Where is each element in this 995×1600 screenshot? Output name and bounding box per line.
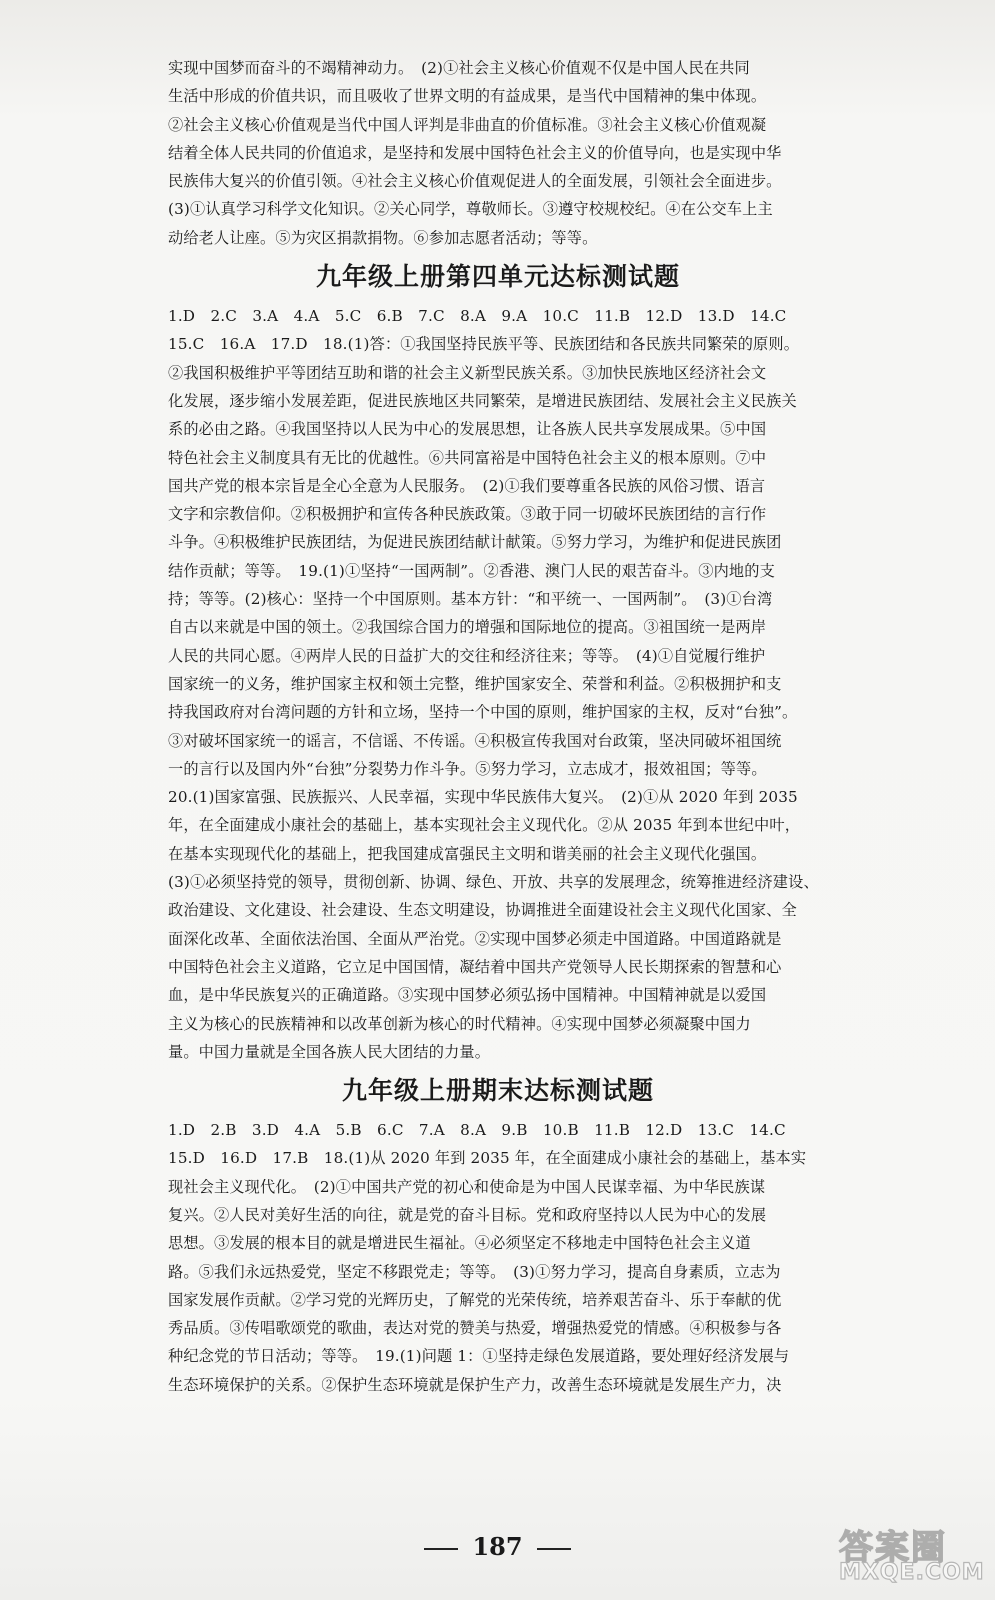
section-continued-answers: [168, 54, 828, 252]
answer-line: 自古以来就是中国的领土。②我国综合国力的增强和国际地位的提高。③祖国统一是两岸: [168, 618, 767, 637]
answer-line: 20.(1)国家富强、民族振兴、人民幸福，实现中华民族伟大复兴。 (2)①从 2020 年到 2035: [168, 788, 798, 807]
answer-line: 国共产党的根本宗旨是全心全意为人民服务。 (2)①我们要尊重各民族的风俗习惯、语言: [168, 476, 766, 495]
answer-line: 1.D 2.C 3.A 4.A 5.C 6.B 7.C 8.A 9.A 10.C 11.B 12.D 13.D 14.C: [168, 307, 787, 326]
answer-line: 实现中国梦而奋斗的不竭精神动力。 (2)①社会主义核心价值观不仅是中国人民在共同: [168, 59, 750, 77]
answer-line: ③对破坏国家统一的谣言，不信谣、不传谣。④积极宣传我国对台政策，坚决同破坏祖国统: [168, 731, 782, 750]
answer-line: 政治建设、文化建设、社会建设、生态文明建设，协调推进全面建设社会主义现代化国家、全: [168, 901, 797, 920]
watermark: [831, 1520, 985, 1590]
answer-line: 国家统一的义务，维护国家主权和领土完整，维护国家安全、荣誉和利益。②积极拥护和支: [168, 674, 782, 693]
answer-line: ②我国积极维护平等团结互助和谐的社会主义新型民族关系。③加快民族地区经济社会文: [168, 363, 767, 382]
section-final-answers: [168, 1116, 828, 1399]
answer-line: 系的必由之路。④我国坚持以人民为中心的发展思想，让各族人民共享发展成果。⑤中国: [168, 420, 767, 439]
answer-line: 现社会主义现代化。 (2)①中国共产党的初心和使命是为中国人民谋幸福、为中华民族谋: [168, 1177, 766, 1196]
answer-line: 年，在全面建成小康社会的基础上，基本实现社会主义现代化。②从 2035 年到本世纪中叶，: [168, 816, 801, 835]
section-title-final-test: 九年级上册期末达标测试题: [341, 1076, 654, 1106]
answer-line: ②社会主义核心价值观是当代中国人评判是非曲直的价值标准。③社会主义核心价值观凝: [168, 115, 767, 134]
answer-line: 路。⑤我们永远热爱党，坚定不移跟党走；等等。 (3)①努力学习，提高自身素质，立志为: [168, 1262, 781, 1281]
footer-dash-left: [424, 1548, 458, 1550]
watermark-url: MXQE.COM: [839, 1560, 985, 1585]
section-title-unit4-test: 九年级上册第四单元达标测试题: [315, 262, 680, 292]
page-number: 187: [472, 1532, 523, 1561]
answer-line: 15.D 16.D 17.B 18.(1)从 2020 年到 2035 年，在全面建成小康社会的基础上，基本实: [168, 1149, 807, 1168]
answer-line: 斗争。④积极维护民族团结，为促进民族团结献计献策。⑤努力学习，为维护和促进民族团: [168, 533, 782, 552]
answer-line: 特色社会主义制度具有无比的优越性。⑥共同富裕是中国特色社会主义的根本原则。⑦中: [168, 448, 767, 467]
answer-line: 持；等等。(2)核心：坚持一个中国原则。基本方针：“和平统一、一国两制”。 (3)①台湾: [168, 590, 773, 609]
answer-line: 人民的共同心愿。④两岸人民的日益扩大的交往和经济往来；等等。 (4)①自觉履行维护: [168, 646, 766, 665]
answer-line: 生态环境保护的关系。②保护生态环境就是保护生产力，改善生态环境就是发展生产力，决: [168, 1375, 782, 1394]
answer-line: 民族伟大复兴的价值引领。④社会主义核心价值观促进人的全面发展，引领社会全面进步。: [168, 172, 782, 191]
answer-line: 面深化改革、全面依法治国、全面从严治党。②实现中国梦必须走中国道路。中国道路就是: [168, 929, 782, 948]
answer-line: 15.C 16.A 17.D 18.(1)答：①我国坚持民族平等、民族团结和各民族共同繁荣的原则。: [168, 335, 800, 354]
answer-line: 文字和宗教信仰。②积极拥护和宣传各种民族政策。③敢于同一切破坏民族团结的言行作: [168, 505, 767, 524]
answer-line: 动给老人让座。⑤为灾区捐款捐物。⑥参加志愿者活动；等等。: [168, 228, 598, 247]
answer-line: 在基本实现现代化的基础上，把我国建成富强民主文明和谐美丽的社会主义现代化强国。: [168, 844, 767, 863]
answer-line: 血，是中华民族复兴的正确道路。③实现中国梦必须弘扬中国精神。中国精神就是以爱国: [168, 986, 767, 1005]
answer-line: 思想。③发展的根本目的就是增进民生福祉。④必须坚定不移地走中国特色社会主义道: [168, 1234, 751, 1253]
section-unit4-answers: [168, 302, 828, 1066]
answer-line: 量。中国力量就是全国各族人民大团结的力量。: [168, 1042, 491, 1061]
answer-line: 中国特色社会主义道路，它立足中国国情，凝结着中国共产党领导人民长期探索的智慧和心: [168, 957, 782, 976]
answer-line: 生活中形成的价值共识，而且吸收了世界文明的有益成果，是当代中国精神的集中体现。: [168, 87, 767, 106]
document-body: [168, 54, 828, 1399]
answer-line: 国家发展作贡献。②学习党的光辉历史，了解党的光荣传统，培养艰苦奋斗、乐于奉献的优: [168, 1290, 782, 1309]
footer-dash-right: [537, 1548, 571, 1550]
answer-line: 种纪念党的节日活动；等等。 19.(1)问题 1：①坚持走绿色发展道路，要处理好经济发展与: [168, 1347, 790, 1366]
answer-line: 1.D 2.B 3.D 4.A 5.B 6.C 7.A 8.A 9.B 10.B 11.B 12.D 13.C 14.C: [168, 1121, 786, 1140]
answer-line: 结作贡献；等等。 19.(1)①坚持“一国两制”。②香港、澳门人民的艰苦奋斗。③内地的支: [168, 561, 775, 580]
answer-line: (3)①认真学习科学文化知识。②关心同学，尊敬师长。③遵守校规校纪。④在公交车上主: [168, 200, 773, 219]
answer-line: 结着全体人民共同的价值追求，是坚持和发展中国特色社会主义的价值导向，也是实现中华: [168, 143, 782, 162]
answer-line: 一的言行以及国内外“台独”分裂势力作斗争。⑤努力学习，立志成才，报效祖国；等等。: [168, 759, 767, 778]
answer-line: 持我国政府对台湾问题的方针和立场，坚持一个中国的原则，维护国家的主权，反对“台独”。: [168, 703, 798, 722]
answer-line: 复兴。②人民对美好生活的向往，就是党的奋斗目标。党和政府坚持以人民为中心的发展: [168, 1205, 767, 1224]
answer-line: (3)①必须坚持党的领导，贯彻创新、协调、绿色、开放、共享的发展理念，统筹推进经济建设、: [168, 873, 819, 892]
answer-line: 秀品质。③传唱歌颂党的歌曲，表达对党的赞美与热爱，增强热爱党的情感。④积极参与各: [168, 1319, 782, 1338]
answer-line: 主义为核心的民族精神和以改革创新为核心的时代精神。④实现中国梦必须凝聚中国力: [168, 1014, 751, 1033]
watermark-logo: 答案圈: [839, 1528, 947, 1568]
answer-line: 化发展，逐步缩小发展差距，促进民族地区共同繁荣，是增进民族团结、发展社会主义民族关: [168, 391, 797, 410]
